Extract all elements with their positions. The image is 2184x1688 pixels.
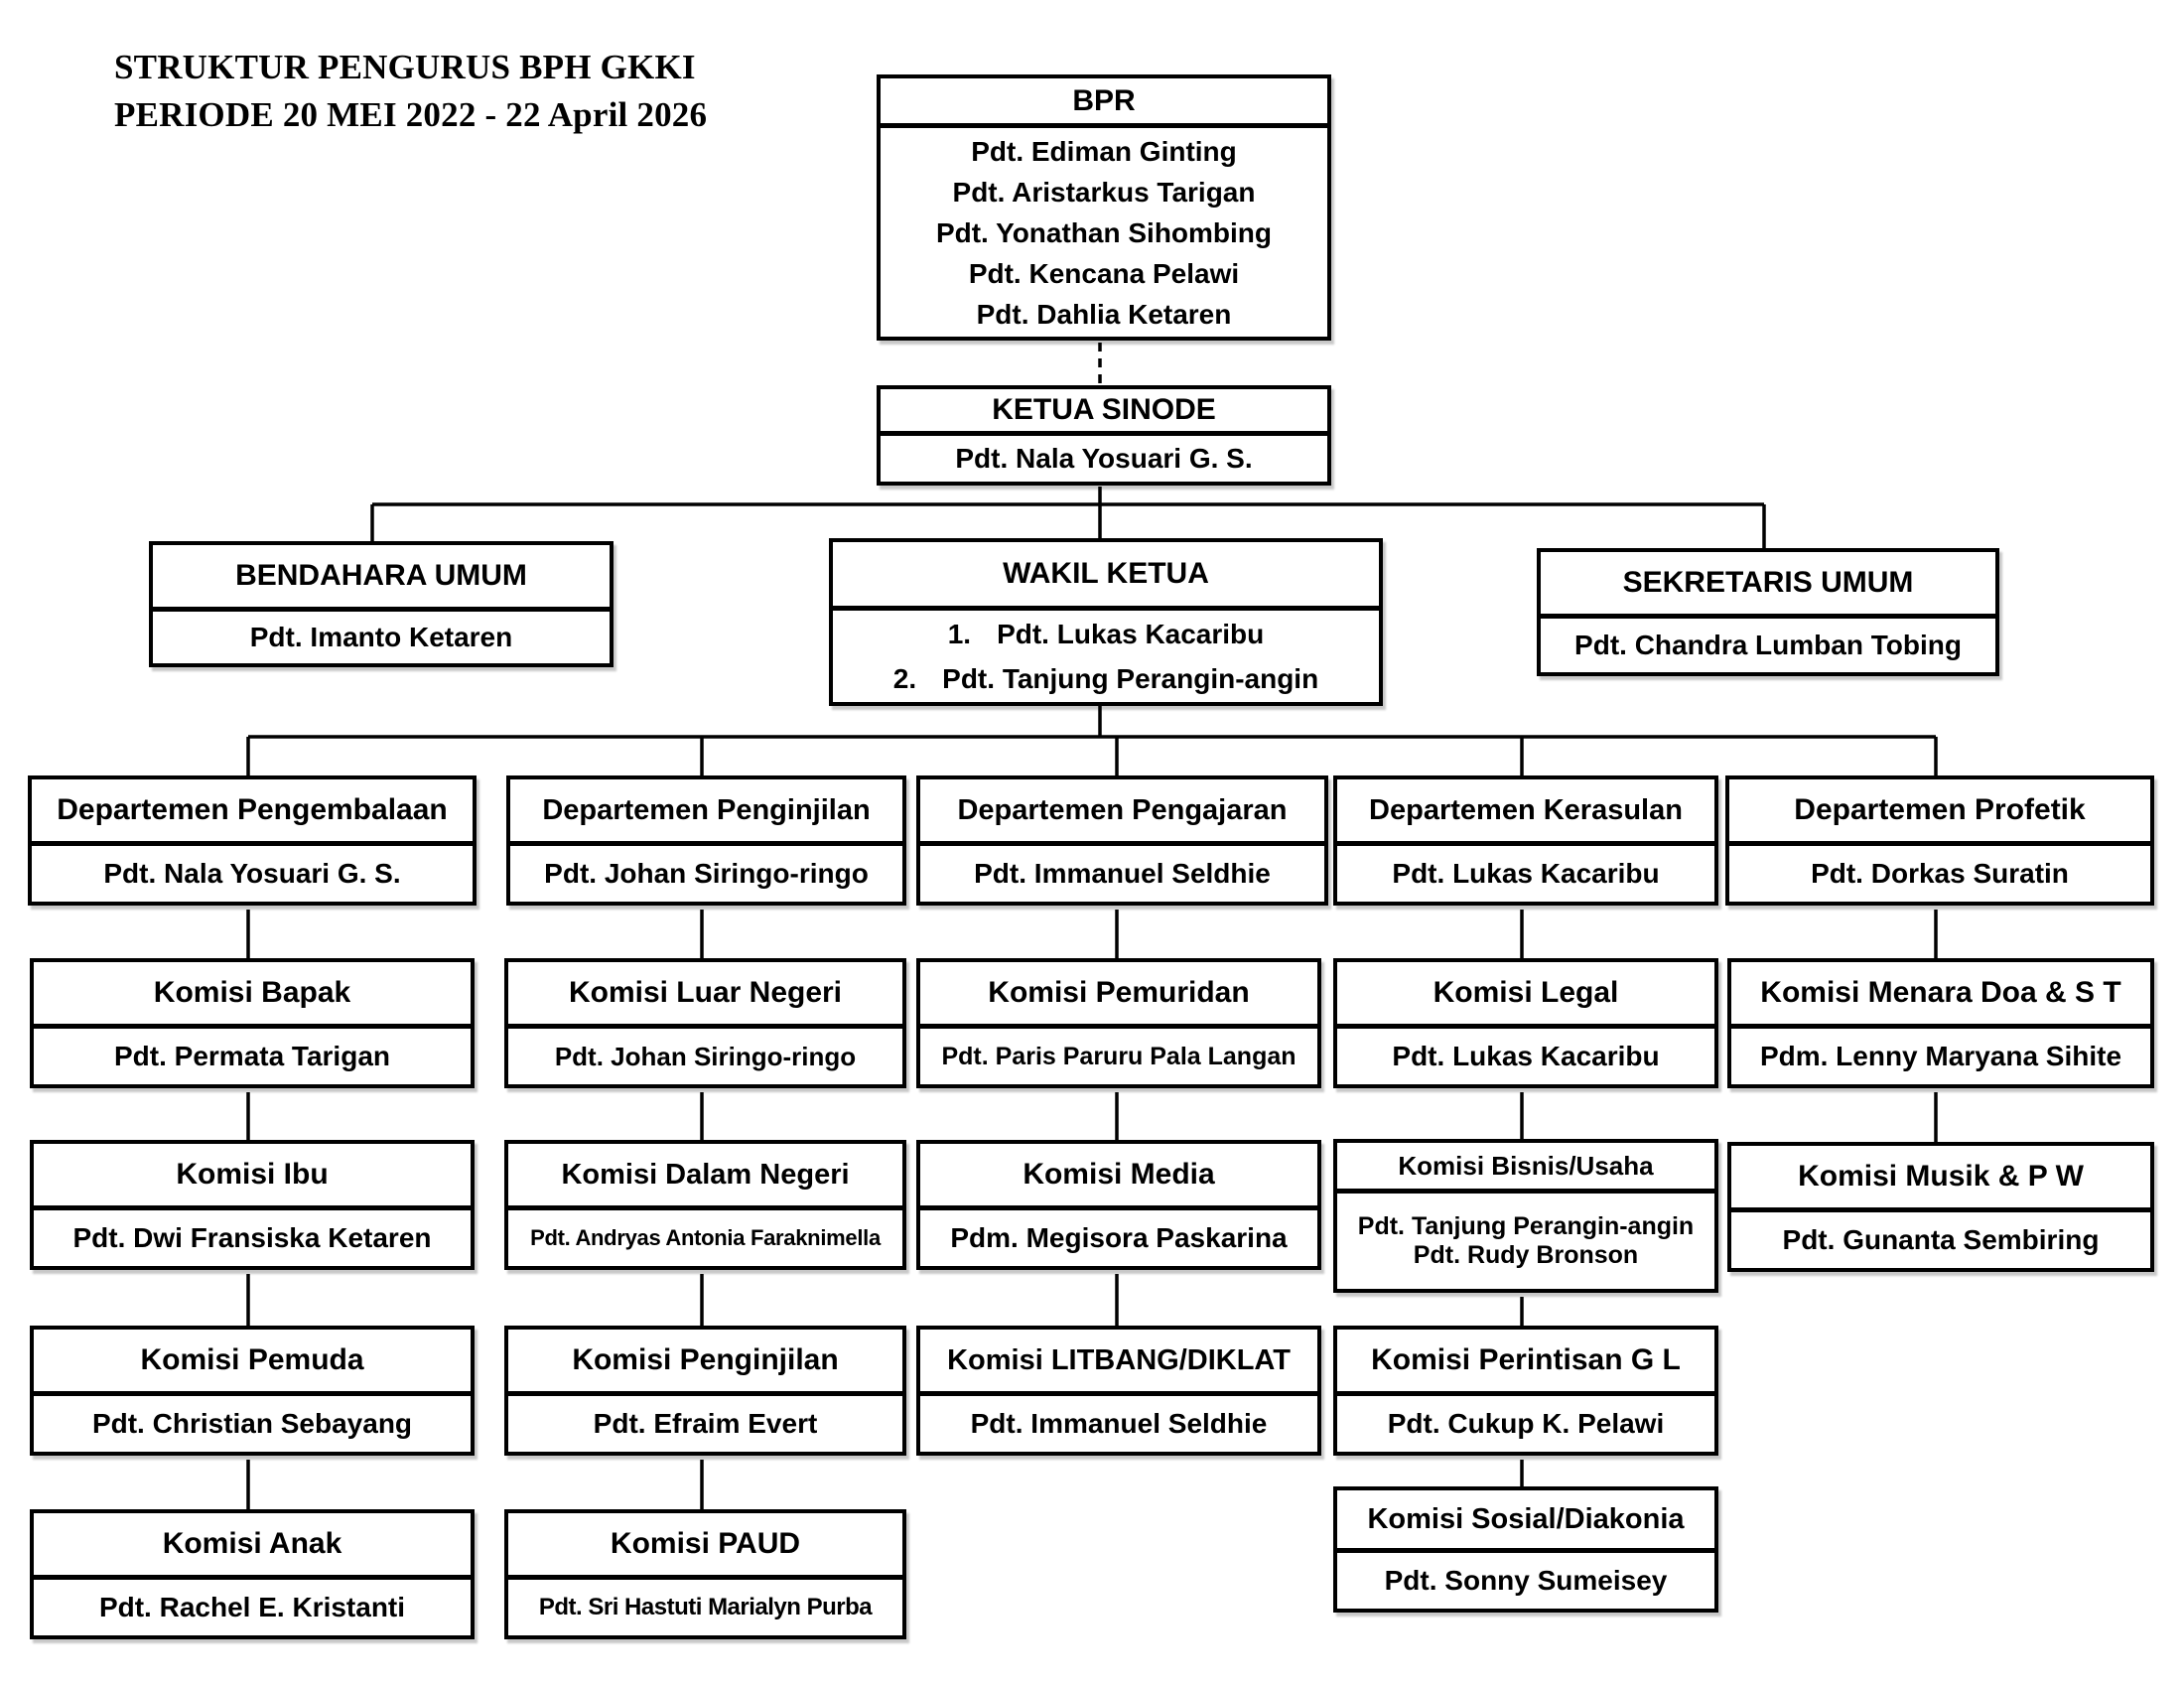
- node-sekretaris-umum-name: Pdt. Chandra Lumban Tobing: [1574, 630, 1962, 660]
- page-title: [114, 44, 707, 140]
- node-komisi-sosial-diakonia: [1333, 1486, 1718, 1613]
- list-number: 2.: [892, 663, 917, 694]
- node-dep-pengembalaan-name: Pdt. Nala Yosuari G. S.: [103, 858, 401, 889]
- node-bendahara-umum-title: BENDAHARA UMUM: [153, 545, 610, 612]
- node-bpr-member: Pdt. Dahlia Ketaren: [976, 298, 1232, 330]
- node-komisi-bisnis-usaha-name: Pdt. Tanjung Perangin-angin: [1357, 1212, 1695, 1240]
- node-bpr-member: Pdt. Aristarkus Tarigan: [952, 176, 1256, 208]
- node-komisi-musik-pw-name: Pdt. Gunanta Sembiring: [1782, 1224, 2100, 1255]
- node-sekretaris-umum-title: SEKRETARIS UMUM: [1541, 552, 1995, 619]
- node-komisi-litbang-diklat: [916, 1326, 1321, 1456]
- node-komisi-dalam-negeri-name: Pdt. Andryas Antonia Faraknimella: [530, 1225, 881, 1250]
- node-komisi-legal-title: Komisi Legal: [1337, 962, 1714, 1029]
- node-komisi-penginjilan-name: Pdt. Efraim Evert: [593, 1408, 818, 1439]
- node-komisi-paud: [504, 1509, 906, 1639]
- node-komisi-dalam-negeri: [504, 1140, 906, 1270]
- node-wakil-ketua-entry: [893, 656, 1318, 701]
- node-komisi-menara-doa-st: [1727, 958, 2154, 1088]
- node-komisi-musik-pw: [1727, 1142, 2154, 1272]
- node-wakil-ketua-name: Pdt. Lukas Kacaribu: [997, 619, 1265, 649]
- node-komisi-luar-negeri-title: Komisi Luar Negeri: [508, 962, 902, 1029]
- node-sekretaris-umum: [1537, 548, 1999, 676]
- node-bendahara-umum: [149, 541, 614, 667]
- node-dep-pengembalaan: [28, 775, 477, 906]
- node-komisi-perintisan-gl-name: Pdt. Cukup K. Pelawi: [1387, 1408, 1665, 1439]
- node-dep-profetik-name: Pdt. Dorkas Suratin: [1811, 858, 2069, 889]
- node-komisi-luar-negeri-name: Pdt. Johan Siringo-ringo: [554, 1041, 857, 1071]
- node-komisi-bapak-title: Komisi Bapak: [34, 962, 471, 1029]
- node-komisi-bisnis-usaha: [1333, 1139, 1718, 1293]
- node-bpr-member: Pdt. Yonathan Sihombing: [935, 216, 1273, 248]
- node-komisi-legal: [1333, 958, 1718, 1088]
- node-dep-penginjilan: [506, 775, 906, 906]
- node-wakil-ketua-entry: [948, 612, 1265, 656]
- list-number: 1.: [947, 619, 972, 649]
- node-komisi-pemuda-name: Pdt. Christian Sebayang: [91, 1408, 413, 1439]
- node-komisi-luar-negeri: [504, 958, 906, 1088]
- node-komisi-pemuda: [30, 1326, 475, 1456]
- node-dep-kerasulan-title: Departemen Kerasulan: [1337, 779, 1714, 846]
- node-dep-pengembalaan-title: Departemen Pengembalaan: [32, 779, 473, 846]
- node-komisi-pemuridan-name: Pdt. Paris Paruru Pala Langan: [941, 1042, 1297, 1070]
- node-bpr: [877, 74, 1331, 341]
- node-komisi-sosial-diakonia-name: Pdt. Sonny Sumeisey: [1384, 1565, 1668, 1596]
- node-komisi-bisnis-usaha-title: Komisi Bisnis/Usaha: [1337, 1143, 1714, 1194]
- node-dep-profetik: [1725, 775, 2154, 906]
- node-komisi-bisnis-usaha-name: Pdt. Rudy Bronson: [1413, 1241, 1639, 1269]
- node-komisi-sosial-diakonia-title: Komisi Sosial/Diakonia: [1337, 1490, 1714, 1553]
- node-komisi-menara-doa-st-title: Komisi Menara Doa & S T: [1731, 962, 2150, 1029]
- node-komisi-bapak-name: Pdt. Permata Tarigan: [113, 1041, 390, 1071]
- node-bpr-title: BPR: [881, 78, 1327, 128]
- node-komisi-ibu-title: Komisi Ibu: [34, 1144, 471, 1210]
- node-komisi-anak: [30, 1509, 475, 1639]
- node-wakil-ketua-name: Pdt. Tanjung Perangin-angin: [942, 663, 1319, 694]
- page-title-line1: STRUKTUR PENGURUS BPH GKKI: [114, 48, 696, 86]
- node-dep-kerasulan-name: Pdt. Lukas Kacaribu: [1392, 858, 1660, 889]
- node-komisi-penginjilan-title: Komisi Penginjilan: [508, 1330, 902, 1396]
- node-komisi-penginjilan: [504, 1326, 906, 1456]
- node-dep-penginjilan-title: Departemen Penginjilan: [510, 779, 902, 846]
- node-dep-penginjilan-name: Pdt. Johan Siringo-ringo: [544, 858, 869, 889]
- node-dep-kerasulan: [1333, 775, 1718, 906]
- node-dep-pengajaran-title: Departemen Pengajaran: [920, 779, 1324, 846]
- node-komisi-media-title: Komisi Media: [920, 1144, 1317, 1210]
- node-komisi-paud-name: Pdt. Sri Hastuti Marialyn Purba: [538, 1594, 873, 1620]
- node-komisi-pemuridan: [916, 958, 1321, 1088]
- node-komisi-media-name: Pdm. Megisora Paskarina: [950, 1222, 1288, 1253]
- node-komisi-anak-title: Komisi Anak: [34, 1513, 471, 1580]
- node-komisi-litbang-diklat-name: Pdt. Immanuel Seldhie: [970, 1408, 1268, 1439]
- node-bpr-member: Pdt. Kencana Pelawi: [968, 257, 1240, 289]
- node-komisi-media: [916, 1140, 1321, 1270]
- node-komisi-ibu: [30, 1140, 475, 1270]
- node-komisi-ibu-name: Pdt. Dwi Fransiska Ketaren: [72, 1222, 432, 1253]
- node-komisi-menara-doa-st-name: Pdm. Lenny Maryana Sihite: [1759, 1041, 2122, 1071]
- node-ketua-sinode: [877, 385, 1331, 486]
- node-komisi-anak-name: Pdt. Rachel E. Kristanti: [98, 1592, 406, 1622]
- node-komisi-musik-pw-title: Komisi Musik & P W: [1731, 1146, 2150, 1212]
- node-ketua-sinode-title: KETUA SINODE: [881, 389, 1327, 436]
- node-dep-pengajaran: [916, 775, 1328, 906]
- node-dep-pengajaran-name: Pdt. Immanuel Seldhie: [974, 858, 1271, 889]
- node-ketua-sinode-name: Pdt. Nala Yosuari G. S.: [955, 443, 1253, 474]
- node-bpr-member: Pdt. Ediman Ginting: [971, 135, 1237, 167]
- node-wakil-ketua-title: WAKIL KETUA: [833, 542, 1379, 611]
- node-komisi-bapak: [30, 958, 475, 1088]
- node-komisi-pemuda-title: Komisi Pemuda: [34, 1330, 471, 1396]
- node-komisi-paud-title: Komisi PAUD: [508, 1513, 902, 1580]
- node-komisi-legal-name: Pdt. Lukas Kacaribu: [1392, 1041, 1660, 1071]
- node-komisi-dalam-negeri-title: Komisi Dalam Negeri: [508, 1144, 902, 1210]
- node-wakil-ketua: [829, 538, 1383, 706]
- page-title-line2: PERIODE 20 MEI 2022 - 22 April 2026: [114, 95, 708, 135]
- node-komisi-pemuridan-title: Komisi Pemuridan: [920, 962, 1317, 1029]
- node-bendahara-umum-name: Pdt. Imanto Ketaren: [249, 622, 513, 652]
- node-dep-profetik-title: Departemen Profetik: [1729, 779, 2150, 846]
- node-komisi-perintisan-gl: [1333, 1326, 1718, 1456]
- node-komisi-perintisan-gl-title: Komisi Perintisan G L: [1337, 1330, 1714, 1396]
- node-komisi-litbang-diklat-title: Komisi LITBANG/DIKLAT: [920, 1330, 1317, 1396]
